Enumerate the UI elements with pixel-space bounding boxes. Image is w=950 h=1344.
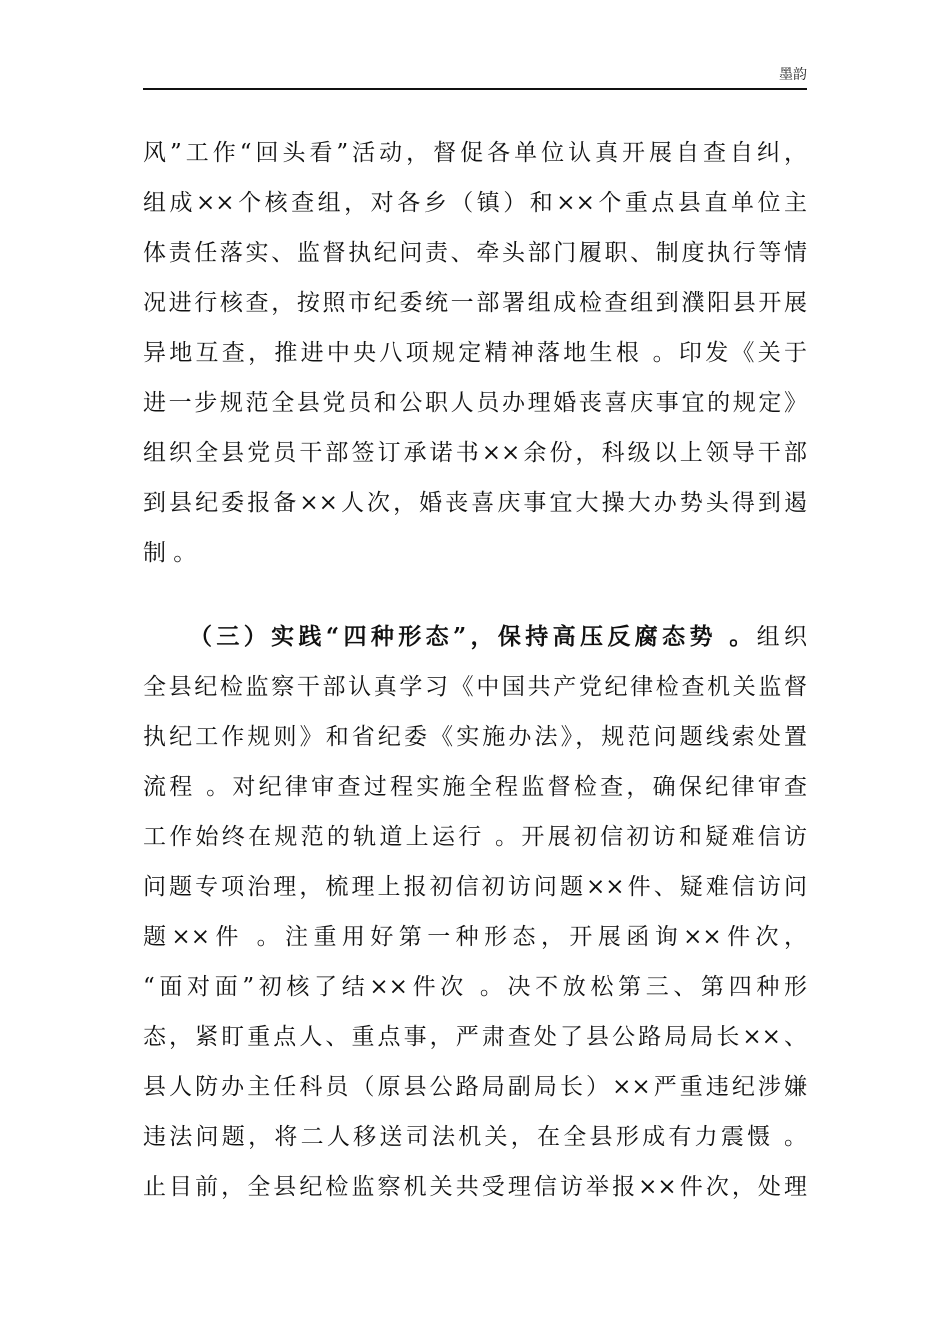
text-line: 全县纪检监察干部认真学习《中国共产党纪律检查机关监督: [143, 674, 807, 700]
header-brand: 墨韵: [779, 67, 807, 83]
text-line: 态，紧盯重点人、重点事，严肃查处了县公路局局长××、: [143, 1024, 807, 1050]
section-heading-line: [143, 612, 807, 662]
document-body: [143, 128, 807, 1212]
paragraph-2: [143, 612, 807, 1212]
text-line: 风”工作“回头看”活动，督促各单位认真开展自查自纠，: [143, 140, 807, 166]
header-divider: [143, 88, 807, 90]
text-fragment: 组织: [756, 624, 807, 650]
text-line: 违法问题，将二人移送司法机关，在全县形成有力震慑 。: [143, 1124, 807, 1150]
text-line: 组成××个核查组，对各乡（镇）和××个重点县直单位主: [143, 190, 807, 216]
text-line: 异地互查，推进中央八项规定精神落地生根 。印发《关于: [143, 340, 807, 366]
text-line: 流程 。对纪律审查过程实施全程监督检查，确保纪律审查: [143, 774, 807, 800]
text-line: 体责任落实、监督执纪问责、牵头部门履职、制度执行等情: [143, 240, 807, 266]
text-line: 进一步规范全县党员和公职人员办理婚丧喜庆事宜的规定》: [143, 390, 807, 416]
paragraph-gap: [143, 578, 807, 612]
text-line: 止目前，全县纪检监察机关共受理信访举报××件次，处理: [143, 1174, 807, 1200]
text-line: 到县纪委报备××人次，婚丧喜庆事宜大操大办势头得到遏: [143, 490, 807, 516]
section-heading: （三）实践“四种形态”，保持高压反腐态势 。: [189, 623, 757, 650]
text-line: 问题专项治理，梳理上报初信初访问题××件、疑难信访问: [143, 874, 807, 900]
text-line: 工作始终在规范的轨道上运行 。开展初信初访和疑难信访: [143, 824, 807, 850]
paragraph-1: [143, 128, 807, 578]
text-line: 执纪工作规则》和省纪委《实施办法》，规范问题线索处置: [143, 724, 807, 750]
text-line: 况进行核查，按照市纪委统一部署组成检查组到濮阳县开展: [143, 290, 807, 316]
text-line: 题××件 。注重用好第一种形态，开展函询××件次，: [143, 924, 807, 950]
text-line: 制 。: [143, 540, 197, 566]
text-line: 县人防办主任科员（原县公路局副局长）××严重违纪涉嫌: [143, 1074, 807, 1100]
text-line: 组织全县党员干部签订承诺书××余份，科级以上领导干部: [143, 440, 807, 466]
text-line: “面对面”初核了结××件次 。决不放松第三、第四种形: [143, 974, 807, 1000]
